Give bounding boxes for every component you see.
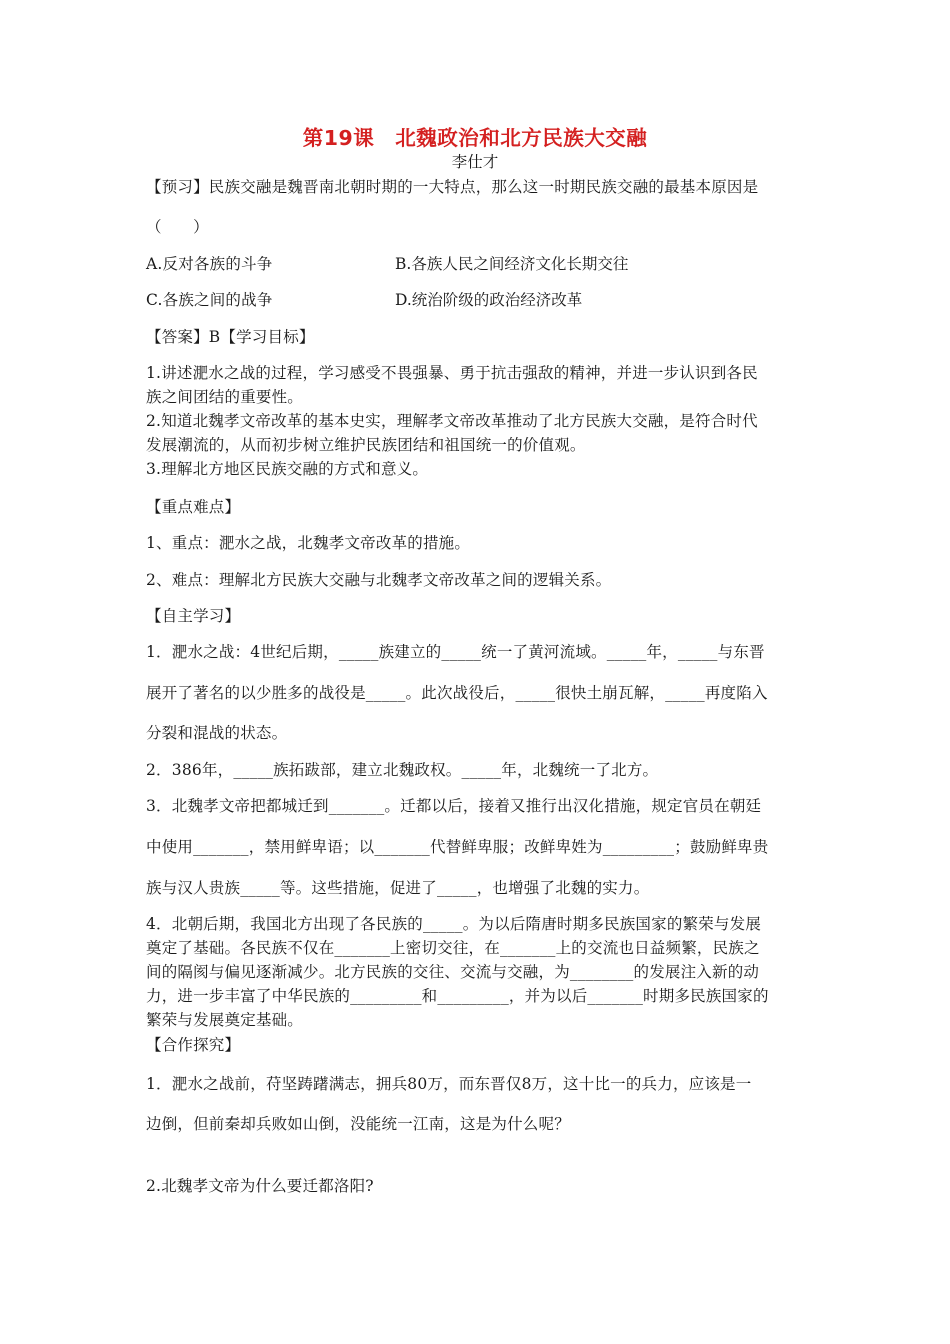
self-study-line: 奠定了基础。各民族不仅在_______上密切交往，在_______上的交流也日益频繁，民族之 [146,939,760,957]
self-study-line: 分裂和混战的状态。 [146,724,288,742]
self-study-line: 中使用_______，禁用鲜卑语；以_______代替鲜卑服；改鲜卑姓为_________；鼓励鲜卑贵 [146,838,769,856]
option-c: C.各族之间的战争 [146,291,273,309]
self-study-line: 间的隔阂与偏见逐渐减少。北方民族的交往、交流与交融，为________的发展注入新的动 [146,963,760,981]
self-study-line: 族与汉人贵族_____等。这些措施，促进了_____，也增强了北魏的实力。 [146,879,650,897]
lesson-title: 第19课 北魏政治和北方民族大交融 [302,126,648,150]
preview-question: 【预习】民族交融是魏晋南北朝时期的一大特点，那么这一时期民族交融的最基本原因是 [146,178,759,196]
key-point: 1、重点：淝水之战，北魏孝文帝改革的措施。 [146,534,471,552]
coop-question: 边倒，但前秦却兵败如山倒，没能统一江南，这是为什么呢？ [146,1115,570,1133]
self-study-line: 力，进一步丰富了中华民族的_________和_________，并为以后_______时期多民族国家的 [146,987,769,1005]
coop-question: 1．淝水之战前，苻坚踌躇满志，拥兵80万，而东晋仅8万，这十比一的兵力，应该是一 [146,1075,752,1093]
key-heading: 【重点难点】 [146,498,241,516]
option-a: A.反对各族的斗争 [146,255,273,273]
self-study-line: 4．北朝后期，我国北方出现了各民族的_____。为以后隋唐时期多民族国家的繁荣与发展 [146,915,762,933]
goal-line: 1.讲述淝水之战的过程，学习感受不畏强暴、勇于抗击强敌的精神，并进一步认识到各民 [146,364,758,382]
goal-line: 族之间团结的重要性。 [146,388,304,406]
goal-line: 3.理解北方地区民族交融的方式和意义。 [146,460,429,478]
answer-line: 【答案】B【学习目标】 [146,328,315,346]
self-study-line: 2．386年，_____族拓跋部，建立北魏政权。_____年，北魏统一了北方。 [146,761,659,779]
self-study-line: 1．淝水之战：4世纪后期，_____族建立的_____统一了黄河流域。_____年，_____与东晋 [146,643,765,661]
self-study-line: 展开了著名的以少胜多的战役是_____。此次战役后，_____很快土崩瓦解，_____再度陷入 [146,684,768,702]
goal-line: 发展潮流的，从而初步树立维护民族团结和祖国统一的价值观。 [146,436,586,454]
preview-bracket: （ ） [146,218,209,236]
option-b: B.各族人民之间经济文化长期交往 [395,255,629,273]
author-name: 李仕才 [451,153,499,171]
self-study-line: 3．北魏孝文帝把都城迁到_______。迁都以后，接着又推行出汉化措施，规定官员在朝廷 [146,797,762,815]
self-study-line: 繁荣与发展奠定基础。 [146,1011,304,1029]
key-point: 2、难点：理解北方民族大交融与北魏孝文帝改革之间的逻辑关系。 [146,571,612,589]
goal-line: 2.知道北魏孝文帝改革的基本史实，理解孝文帝改革推动了北方民族大交融，是符合时代 [146,412,758,430]
coop-heading: 【合作探究】 [146,1036,241,1054]
self-study-heading: 【自主学习】 [146,607,241,625]
option-d: D.统治阶级的政治经济改革 [395,291,583,309]
coop-question: 2.北魏孝文帝为什么要迁都洛阳? [146,1177,374,1195]
